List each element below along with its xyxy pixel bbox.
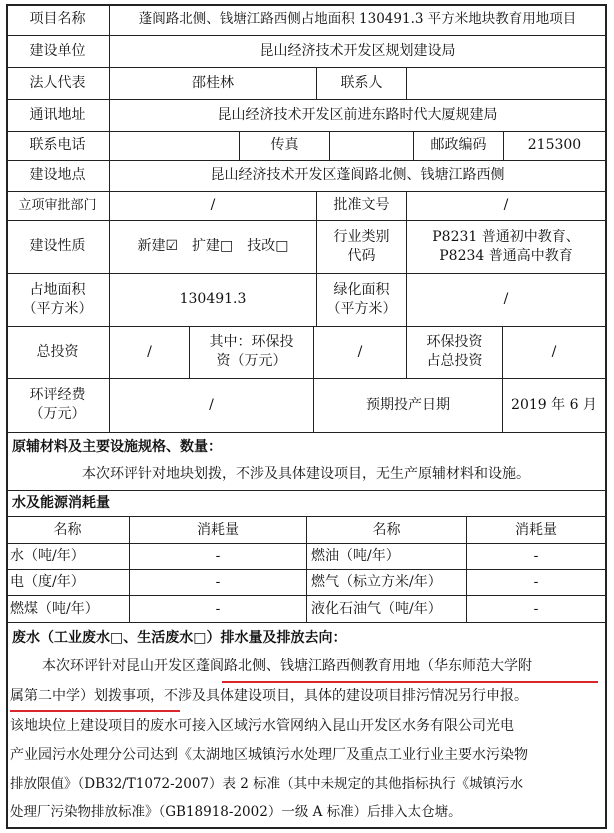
- form-grid: [6, 4, 606, 829]
- nature-label: 建设性质: [29, 238, 86, 254]
- env-investment-value: /: [357, 343, 363, 360]
- green-value: /: [503, 291, 509, 307]
- ww-text-a: 本次环评针对昆山开发区: [42, 658, 196, 674]
- env-ratio-label: [407, 326, 502, 378]
- legal-rep-value: 邵桂林: [192, 74, 234, 91]
- env-investment-label: [190, 326, 313, 378]
- energy-row-1-name-1: 水（吨/年）: [10, 548, 85, 564]
- approval-no-value: /: [503, 197, 509, 213]
- energy-head-name-2: 名称: [372, 521, 401, 538]
- green-label-line1: 绿化面积: [333, 281, 390, 298]
- industry-label-line2: 代码: [347, 247, 376, 264]
- contact-label: 联系人: [340, 74, 383, 91]
- industry-value-line2: P8234 普通高中教育: [439, 247, 573, 264]
- phone-value: [110, 131, 239, 160]
- energy-row-3-value-2: -: [533, 600, 539, 617]
- area-label-line1: 占地面积: [29, 281, 86, 298]
- production-date-label: 预期投产日期: [366, 396, 450, 413]
- nature-options: 新建☑ 扩建□ 技改□: [137, 238, 289, 254]
- env-ratio-label-line1: 环保投资: [426, 334, 483, 350]
- highlight-underline-1: [222, 681, 598, 683]
- energy-row-2-value-1: -: [215, 574, 221, 590]
- area-label: [6, 273, 109, 326]
- highlight-underline-2: [10, 710, 180, 712]
- energy-head-usage-1: 消耗量: [197, 521, 239, 538]
- energy-row-1-value-1: -: [215, 548, 221, 564]
- site-label: 建设地点: [29, 167, 86, 183]
- energy-head-usage-2: 消耗量: [515, 521, 557, 538]
- wastewater-p2-line-2: 产业园污水处理分公司达到《太湖地区城镇污水处理厂及重点工业行业主要水污染物: [10, 747, 528, 763]
- builder-value: 昆山经济技术开发区规划建设局: [259, 42, 456, 59]
- materials-title: 原辅材料及主要设施规格、数量：: [12, 438, 222, 455]
- energy-row-2-name-2: 燃气（标立方米/年）: [311, 574, 442, 590]
- energy-row-1-name-2: 燃油（吨/年）: [311, 548, 400, 564]
- wastewater-title: 废水（工业废水□、生活废水□）排水量及排放去向：: [12, 629, 347, 646]
- wastewater-p2-line-3: 排放限值》（DB32/T1072-2007）表 2 标准（其中未规定的其他指标执行《城镇污水: [10, 776, 524, 792]
- industry-value-line1: P8231 普通初中教育、: [432, 228, 580, 245]
- address-value: 昆山经济技术开发区前进东路时代大厦规建局: [217, 106, 498, 123]
- fax-value: [330, 131, 413, 160]
- builder-label: 建设单位: [29, 42, 86, 59]
- env-investment-label-line1: 其中：环保投: [209, 334, 294, 350]
- project-name-value: 蓬阆路北侧、钱塘江路西侧占地面积 130491.3 平方米地块教育用地项目: [138, 11, 577, 27]
- wastewater-p2-line-4: 处理厂污染物排放标准》（GB18918-2002）一级 A 标准）后排入太仓塘。: [10, 804, 462, 820]
- green-label: [317, 273, 406, 326]
- approval-dept-label: 立项审批部门: [18, 198, 97, 213]
- address-label: 通讯地址: [29, 106, 86, 123]
- industry-label: [317, 220, 406, 273]
- production-date-value: 2019 年 6 月: [511, 396, 597, 413]
- legal-rep-label: 法人代表: [29, 74, 86, 91]
- wastewater-paragraph-1-line-2: [10, 686, 528, 706]
- project-name-label: 项目名称: [29, 11, 86, 27]
- wastewater-p2-line-1: 该地块位上建设项目的废水可接入区域污水管网纳入昆山开发区水务有限公司光电: [10, 718, 514, 734]
- total-investment-value: /: [147, 343, 152, 360]
- industry-label-line1: 行业类别: [333, 228, 390, 245]
- approval-no-label: 批准文号: [333, 197, 390, 213]
- eia-fee-label-line1: 环评经费: [29, 387, 86, 403]
- eia-fee-label: [6, 378, 109, 432]
- postcode-label: 邮政编码: [430, 137, 487, 153]
- total-investment-label: 总投资: [36, 343, 79, 360]
- eia-fee-label-line2: （万元）: [29, 406, 86, 422]
- energy-head-name-1: 名称: [53, 521, 82, 538]
- contact-value: [407, 67, 605, 99]
- area-label-line2: （平方米）: [22, 300, 93, 317]
- energy-row-3-value-1: -: [215, 600, 221, 617]
- wastewater-paragraph-1-line-1: [42, 656, 532, 676]
- site-value: 昆山经济技术开发区蓬阆路北侧、钱塘江路西侧: [210, 167, 505, 183]
- industry-value: [407, 220, 605, 273]
- fax-label: 传真: [270, 137, 299, 153]
- area-value: 130491.3: [179, 291, 247, 307]
- env-ratio-value: /: [551, 343, 557, 360]
- eia-fee-value: /: [209, 396, 214, 413]
- ww-text-c-highlight: 属第二中学）划拨事项: [10, 688, 150, 704]
- energy-row-1-value-2: -: [533, 548, 539, 564]
- postcode-value: 215300: [527, 137, 582, 153]
- materials-text: 本次环评针对地块划拨，不涉及具体建设项目，无生产原辅材料和设施。: [82, 465, 530, 482]
- ww-text-b-highlight: 蓬阆路北侧、钱塘江路西侧教育用地（华东师范大学附: [196, 658, 532, 674]
- energy-row-3-name-2: 液化石油气（吨/年）: [311, 600, 442, 617]
- env-investment-label-line2: 资（万元）: [216, 353, 287, 369]
- ww-text-d: ，不涉及具体建设项目，具体的建设项目排污情况另行申报。: [150, 688, 528, 704]
- energy-row-2-name-1: 电（度/年）: [10, 574, 85, 590]
- phone-label: 联系电话: [29, 137, 86, 153]
- water-energy-title: 水及能源消耗量: [12, 495, 110, 511]
- energy-row-2-value-2: -: [533, 574, 539, 590]
- env-ratio-label-line2: 占总投资: [426, 353, 483, 369]
- approval-dept-value: /: [210, 197, 216, 213]
- green-label-line2: （平方米）: [326, 300, 397, 317]
- energy-row-3-name-1: 燃煤（吨/年）: [10, 600, 99, 617]
